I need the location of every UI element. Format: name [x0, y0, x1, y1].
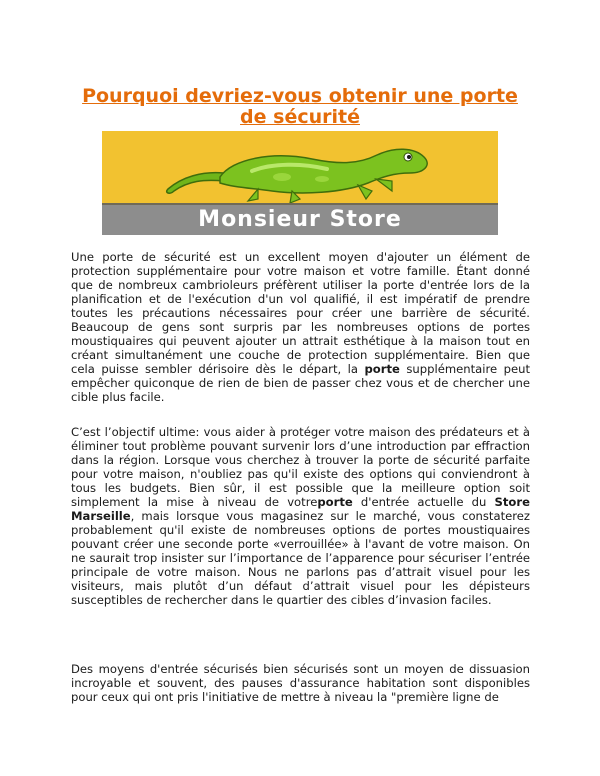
brand-name: Monsieur Store	[198, 207, 402, 232]
paragraph-1-text-a: Une porte de sécurité est un excellent moyen d'ajouter un élément de protection supplémentaire pour votre maison et votre famille. Étant donné que de nombreux cambrioleurs préfèrent utiliser la porte d'entrée lors de la planification et de l'exécution d'un vol qualifié, il est impératif de prendre toutes les précautions nécessaires pour créer une barrière de sécurité. Beaucoup de gens sont surpris par les nombreuses options de portes moustiquaires qui peuvent ajouter un attrait esthétique à la maison tout en créant simultanément une couche de protection supplémentaire. Bien que cela puisse sembler dérisoire dès le départ, la	[71, 250, 530, 376]
brand-banner	[102, 131, 498, 235]
paragraph-1	[71, 250, 530, 404]
lizard-icon	[162, 133, 442, 203]
paragraph-3	[71, 662, 530, 704]
paragraph-2-text-c: , mais lorsque vous magasinez sur le marché, vous constaterez probablement qu'il existe de nombreuses options de portes moustiquaires pouvant créer une seconde porte «verrouillée» à l'avant de votre maison. On ne saurait trop insister sur l’importance de l’apparence pour sécuriser l’entrée principale de votre maison. Nous ne parlons pas d’attrait visuel pour les visiteurs, mais plutôt d’un défaut d’attrait visuel pour les dépisteurs susceptibles de rechercher dans le quartier des cibles d’invasion faciles.	[71, 509, 530, 607]
keyword-porte: porte	[364, 362, 400, 376]
page-title: Pourquoi devriez-vous obtenir une porte de sécurité	[82, 85, 518, 128]
keyword-store-marseille: Store Marseille	[71, 495, 530, 523]
paragraph-1-text-b: supplémentaire peut empêcher quiconque de rien de bien de passer chez vous et de chercher une cible plus facile.	[71, 362, 530, 404]
paragraph-2-text-a: C’est l’objectif ultime: vous aider à protéger votre maison des prédateurs et à éliminer tout problème pouvant survenir lors d’une introduction par effraction dans la région. Lorsque vous cherchez à trouver la porte de sécurité parfaite pour votre maison, n'oubliez pas qu'il existe des options qui conviendront à tous les budgets. Bien sûr, il est possible que la meilleure option soit simplement la mise à niveau de votre	[71, 425, 530, 509]
paragraph-3-text: Des moyens d'entrée sécurisés bien sécurisés sont un moyen de dissuasion incroyable et souvent, des pauses d'assurance habitation sont disponibles pour ceux qui ont pris l'initiative de mettre à niveau la "première ligne de	[71, 662, 530, 704]
keyword-porte: porte	[317, 495, 353, 509]
paragraph-2	[71, 425, 530, 607]
paragraph-2-text-b: d'entrée actuelle du	[352, 495, 495, 509]
